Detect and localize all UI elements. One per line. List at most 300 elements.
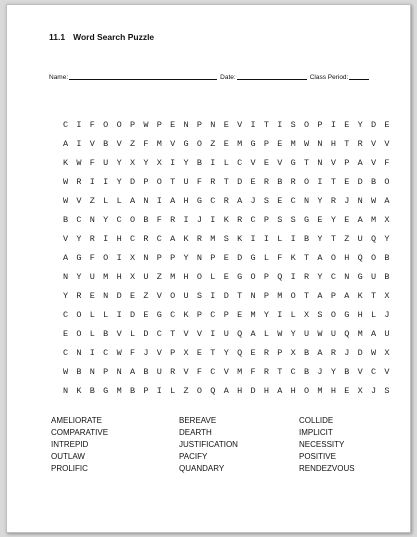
grid-letter[interactable]: I [290,233,296,244]
grid-letter[interactable]: B [344,366,350,377]
grid-letter[interactable]: Y [330,366,336,377]
grid-letter[interactable]: P [156,252,162,263]
grid-letter[interactable]: I [170,157,176,168]
grid-letter[interactable]: Y [317,271,323,282]
grid-letter[interactable]: L [290,309,296,320]
grid-letter[interactable]: U [304,328,310,339]
grid-letter[interactable]: K [357,290,363,301]
grid-letter[interactable]: O [304,385,310,396]
grid-letter[interactable]: N [344,271,350,282]
grid-letter[interactable]: I [210,328,216,339]
grid-letter[interactable]: N [250,290,256,301]
grid-letter[interactable]: L [170,385,176,396]
grid-letter[interactable]: K [63,157,69,168]
grid-letter[interactable]: T [237,290,243,301]
grid-letter[interactable]: W [76,157,82,168]
grid-letter[interactable]: L [89,309,95,320]
grid-letter[interactable]: B [304,347,310,358]
grid-letter[interactable]: V [330,157,336,168]
grid-letter[interactable]: Y [116,157,122,168]
grid-letter[interactable]: M [237,138,243,149]
grid-letter[interactable]: E [129,290,136,301]
grid-letter[interactable]: Z [344,233,350,244]
grid-letter[interactable]: C [237,157,243,168]
grid-letter[interactable]: O [103,252,109,263]
grid-letter[interactable]: S [263,195,269,206]
grid-letter[interactable]: S [196,290,203,301]
grid-letter[interactable]: P [277,347,283,358]
grid-letter[interactable]: Z [183,385,189,396]
grid-letter[interactable]: R [170,366,176,377]
grid-letter[interactable]: X [183,347,189,358]
grid-letter[interactable]: V [277,157,283,168]
grid-letter[interactable]: V [156,290,162,301]
grid-letter[interactable]: E [237,309,243,320]
grid-letter[interactable]: P [263,290,269,301]
grid-letter[interactable]: Q [237,328,243,339]
grid-letter[interactable]: U [357,233,363,244]
grid-letter[interactable]: E [143,309,149,320]
grid-letter[interactable]: F [89,119,95,130]
grid-letter[interactable]: P [143,385,149,396]
grid-letter[interactable]: G [250,252,256,263]
grid-letter[interactable]: Q [277,271,283,282]
grid-letter[interactable]: U [156,366,162,377]
grid-letter[interactable]: Z [210,138,216,149]
grid-letter[interactable]: X [304,309,310,320]
grid-letter[interactable]: P [170,347,176,358]
grid-letter[interactable]: F [277,252,283,263]
grid-letter[interactable]: L [129,328,136,339]
grid-letter[interactable]: P [143,176,149,187]
grid-letter[interactable]: S [384,385,390,396]
grid-letter[interactable]: W [63,195,69,206]
grid-letter[interactable]: T [304,157,310,168]
grid-letter[interactable]: C [210,195,216,206]
grid-letter[interactable]: R [237,214,243,225]
grid-letter[interactable]: C [63,309,69,320]
grid-letter[interactable]: V [223,366,229,377]
grid-letter[interactable]: H [263,385,269,396]
grid-letter[interactable]: O [330,309,336,320]
grid-letter[interactable]: Q [370,233,377,244]
grid-letter[interactable]: L [89,328,95,339]
grid-letter[interactable]: B [76,366,82,377]
grid-letter[interactable]: J [250,195,256,206]
name-blank[interactable] [69,73,217,80]
grid-letter[interactable]: S [290,214,296,225]
grid-letter[interactable]: B [103,328,109,339]
grid-letter[interactable]: C [210,366,216,377]
grid-letter[interactable]: U [183,176,189,187]
grid-letter[interactable]: O [196,385,203,396]
grid-letter[interactable]: A [317,347,323,358]
grid-letter[interactable]: W [63,176,69,187]
grid-letter[interactable]: K [76,385,82,396]
grid-letter[interactable]: Y [317,195,323,206]
grid-letter[interactable]: L [277,233,283,244]
grid-letter[interactable]: U [89,271,95,282]
grid-letter[interactable]: B [143,366,149,377]
grid-letter[interactable]: J [370,385,377,396]
grid-letter[interactable]: R [330,195,336,206]
grid-letter[interactable]: H [183,271,189,282]
grid-letter[interactable]: A [170,195,176,206]
grid-letter[interactable]: F [89,252,95,263]
grid-letter[interactable]: F [196,176,203,187]
grid-letter[interactable]: V [237,119,243,130]
grid-letter[interactable]: E [277,195,283,206]
grid-letter[interactable]: X [384,214,390,225]
grid-letter[interactable]: V [116,328,122,339]
grid-letter[interactable]: T [330,233,336,244]
grid-letter[interactable]: R [330,347,336,358]
grid-letter[interactable]: N [116,366,122,377]
grid-letter[interactable]: J [196,214,203,225]
grid-letter[interactable]: Y [63,290,69,301]
grid-letter[interactable]: Z [129,138,136,149]
class-period-blank[interactable] [349,73,369,80]
grid-letter[interactable]: R [223,195,229,206]
grid-letter[interactable]: P [103,366,109,377]
grid-letter[interactable]: X [384,347,390,358]
grid-letter[interactable]: W [63,366,69,377]
grid-letter[interactable]: I [76,138,82,149]
grid-letter[interactable]: E [250,176,256,187]
grid-letter[interactable]: N [317,157,323,168]
grid-letter[interactable]: O [156,176,162,187]
grid-letter[interactable]: M [237,366,243,377]
grid-letter[interactable]: N [143,195,149,206]
date-blank[interactable] [237,73,307,80]
grid-letter[interactable]: F [89,157,95,168]
grid-letter[interactable]: R [304,271,310,282]
grid-letter[interactable]: F [129,347,136,358]
grid-letter[interactable]: E [277,138,283,149]
grid-letter[interactable]: Y [384,233,390,244]
grid-letter[interactable]: J [384,309,390,320]
grid-letter[interactable]: I [250,233,256,244]
grid-letter[interactable]: A [129,195,136,206]
grid-letter[interactable]: A [357,214,363,225]
grid-letter[interactable]: M [317,385,323,396]
grid-letter[interactable]: Q [237,347,243,358]
grid-letter[interactable]: Y [143,157,149,168]
grid-letter[interactable]: O [76,328,82,339]
grid-letter[interactable]: I [76,119,82,130]
grid-letter[interactable]: M [103,271,109,282]
grid-letter[interactable]: D [116,290,122,301]
grid-letter[interactable]: X [129,252,136,263]
grid-letter[interactable]: B [129,385,136,396]
grid-letter[interactable]: O [196,138,203,149]
grid-letter[interactable]: I [156,195,162,206]
grid-letter[interactable]: C [63,119,69,130]
grid-letter[interactable]: E [223,252,229,263]
grid-letter[interactable]: H [357,309,363,320]
grid-letter[interactable]: E [344,176,350,187]
grid-letter[interactable]: I [290,271,296,282]
grid-letter[interactable]: K [183,309,189,320]
grid-letter[interactable]: Y [183,157,189,168]
grid-letter[interactable]: T [370,290,377,301]
grid-letter[interactable]: I [210,290,216,301]
grid-letter[interactable]: Q [357,252,363,263]
grid-letter[interactable]: D [223,290,229,301]
grid-letter[interactable]: C [156,233,162,244]
grid-letter[interactable]: A [63,138,69,149]
grid-letter[interactable]: H [237,385,243,396]
grid-letter[interactable]: Y [76,271,82,282]
grid-letter[interactable]: M [250,309,256,320]
grid-letter[interactable]: O [304,119,310,130]
grid-letter[interactable]: B [370,176,377,187]
grid-letter[interactable]: D [237,252,243,263]
grid-letter[interactable]: O [196,271,203,282]
grid-letter[interactable]: V [384,138,390,149]
grid-letter[interactable]: N [357,195,363,206]
grid-letter[interactable]: F [196,366,203,377]
grid-letter[interactable]: B [277,176,283,187]
grid-letter[interactable]: C [330,271,336,282]
grid-letter[interactable]: T [170,328,176,339]
grid-letter[interactable]: I [156,385,162,396]
grid-letter[interactable]: S [290,119,296,130]
grid-letter[interactable]: W [370,195,377,206]
grid-letter[interactable]: J [317,366,323,377]
grid-letter[interactable]: G [183,138,189,149]
grid-letter[interactable]: M [290,138,296,149]
grid-letter[interactable]: L [210,271,216,282]
grid-letter[interactable]: G [196,195,203,206]
grid-letter[interactable]: I [250,119,256,130]
grid-letter[interactable]: P [196,119,203,130]
grid-letter[interactable]: Y [330,214,336,225]
grid-letter[interactable]: N [196,252,203,263]
grid-letter[interactable]: B [63,214,69,225]
grid-letter[interactable]: I [330,119,336,130]
grid-letter[interactable]: E [223,119,229,130]
grid-letter[interactable]: G [357,271,363,282]
grid-letter[interactable]: U [103,157,109,168]
grid-letter[interactable]: D [143,328,149,339]
grid-letter[interactable]: O [330,252,336,263]
grid-letter[interactable]: G [250,138,256,149]
grid-letter[interactable]: O [76,309,82,320]
grid-letter[interactable]: V [357,366,363,377]
grid-letter[interactable]: A [277,385,283,396]
grid-letter[interactable]: T [170,176,176,187]
grid-letter[interactable]: E [170,119,176,130]
grid-letter[interactable]: G [344,309,350,320]
grid-letter[interactable]: G [237,271,243,282]
grid-letter[interactable]: Y [116,176,122,187]
grid-letter[interactable]: Z [89,195,95,206]
grid-letter[interactable]: F [250,366,256,377]
grid-letter[interactable]: L [263,252,269,263]
grid-letter[interactable]: E [344,385,350,396]
grid-letter[interactable]: H [290,385,296,396]
grid-letter[interactable]: L [223,157,229,168]
grid-letter[interactable]: C [156,328,162,339]
grid-letter[interactable]: I [116,252,122,263]
grid-letter[interactable]: O [250,271,256,282]
grid-letter[interactable]: L [370,309,377,320]
grid-letter[interactable]: R [76,290,82,301]
grid-letter[interactable]: E [250,347,256,358]
grid-letter[interactable]: D [129,176,136,187]
grid-letter[interactable]: X [384,290,390,301]
grid-letter[interactable]: V [76,195,82,206]
grid-letter[interactable]: O [116,119,122,130]
grid-letter[interactable]: Y [76,233,82,244]
grid-letter[interactable]: G [103,385,109,396]
grid-letter[interactable]: T [277,366,283,377]
grid-letter[interactable]: W [143,119,149,130]
grid-letter[interactable]: F [143,138,149,149]
grid-letter[interactable]: C [290,366,296,377]
grid-letter[interactable]: Y [290,328,296,339]
grid-letter[interactable]: X [156,157,162,168]
grid-letter[interactable]: I [317,176,323,187]
grid-letter[interactable]: O [103,119,109,130]
grid-letter[interactable]: G [290,157,296,168]
grid-letter[interactable]: W [304,138,310,149]
grid-letter[interactable]: V [89,138,95,149]
grid-letter[interactable]: I [103,176,109,187]
grid-letter[interactable]: S [277,214,283,225]
grid-letter[interactable]: G [76,252,82,263]
grid-letter[interactable]: K [290,252,296,263]
grid-letter[interactable]: H [330,385,336,396]
grid-letter[interactable]: C [63,347,69,358]
grid-letter[interactable]: P [129,119,136,130]
grid-letter[interactable]: V [183,366,189,377]
grid-letter[interactable]: J [143,347,149,358]
grid-letter[interactable]: U [384,328,390,339]
grid-letter[interactable]: C [76,214,82,225]
grid-letter[interactable]: H [183,195,189,206]
grid-letter[interactable]: O [290,290,296,301]
grid-letter[interactable]: T [330,176,336,187]
grid-letter[interactable]: L [103,309,109,320]
grid-letter[interactable]: Q [344,328,350,339]
grid-letter[interactable]: T [223,176,229,187]
grid-letter[interactable]: X [290,347,296,358]
grid-letter[interactable]: N [304,195,310,206]
grid-letter[interactable]: M [116,385,122,396]
grid-letter[interactable]: E [344,119,350,130]
grid-letter[interactable]: M [210,233,216,244]
grid-letter[interactable]: O [384,176,390,187]
grid-letter[interactable]: U [183,290,189,301]
grid-letter[interactable]: E [63,328,69,339]
grid-letter[interactable]: R [263,176,269,187]
grid-letter[interactable]: T [263,119,269,130]
grid-letter[interactable]: D [237,176,243,187]
grid-letter[interactable]: N [89,214,95,225]
grid-letter[interactable]: V [370,157,377,168]
grid-letter[interactable]: M [357,328,363,339]
grid-letter[interactable]: W [370,347,377,358]
grid-letter[interactable]: T [304,290,310,301]
grid-letter[interactable]: W [277,328,283,339]
grid-letter[interactable]: V [196,328,203,339]
grid-letter[interactable]: A [237,195,243,206]
grid-letter[interactable]: B [304,366,310,377]
grid-letter[interactable]: P [330,290,336,301]
grid-letter[interactable]: O [129,214,136,225]
grid-letter[interactable]: I [277,119,283,130]
grid-letter[interactable]: Y [183,252,189,263]
grid-letter[interactable]: F [384,157,390,168]
grid-letter[interactable]: C [250,214,256,225]
grid-letter[interactable]: N [183,119,189,130]
grid-letter[interactable]: R [89,233,95,244]
grid-letter[interactable]: D [357,347,363,358]
grid-letter[interactable]: N [63,271,69,282]
grid-letter[interactable]: X [129,271,136,282]
grid-letter[interactable]: Y [357,119,363,130]
grid-letter[interactable]: T [304,252,310,263]
grid-letter[interactable]: B [143,214,149,225]
grid-letter[interactable]: V [250,157,256,168]
grid-letter[interactable]: I [263,233,269,244]
grid-letter[interactable]: K [183,233,189,244]
grid-letter[interactable]: U [143,271,149,282]
grid-letter[interactable]: R [170,214,176,225]
grid-letter[interactable]: P [210,252,216,263]
grid-letter[interactable]: E [223,271,229,282]
grid-letter[interactable]: W [317,328,323,339]
grid-letter[interactable]: I [210,157,216,168]
grid-letter[interactable]: P [263,214,269,225]
grid-letter[interactable]: A [357,157,363,168]
grid-letter[interactable]: E [89,290,95,301]
grid-letter[interactable]: V [183,328,189,339]
grid-letter[interactable]: I [116,309,122,320]
grid-letter[interactable]: V [156,347,162,358]
grid-letter[interactable]: A [250,328,256,339]
grid-letter[interactable]: U [223,328,229,339]
grid-letter[interactable]: N [317,138,323,149]
grid-letter[interactable]: B [103,138,109,149]
grid-letter[interactable]: K [237,233,243,244]
grid-letter[interactable]: N [76,347,82,358]
grid-letter[interactable]: C [103,347,109,358]
grid-letter[interactable]: N [103,290,109,301]
grid-letter[interactable]: D [357,176,363,187]
grid-letter[interactable]: E [223,138,229,149]
grid-letter[interactable]: A [384,195,390,206]
grid-letter[interactable]: R [210,176,216,187]
grid-letter[interactable]: P [344,157,350,168]
grid-letter[interactable]: E [344,214,350,225]
grid-letter[interactable]: E [317,214,323,225]
grid-letter[interactable]: T [344,138,350,149]
grid-letter[interactable]: D [250,385,256,396]
grid-letter[interactable]: B [196,157,203,168]
grid-letter[interactable]: E [263,157,269,168]
grid-letter[interactable]: C [116,214,122,225]
grid-letter[interactable]: R [290,176,296,187]
grid-letter[interactable]: P [223,309,229,320]
grid-letter[interactable]: B [384,271,390,282]
grid-letter[interactable]: K [223,214,229,225]
grid-letter[interactable]: N [89,366,95,377]
grid-letter[interactable]: I [89,347,95,358]
grid-letter[interactable]: U [370,271,377,282]
